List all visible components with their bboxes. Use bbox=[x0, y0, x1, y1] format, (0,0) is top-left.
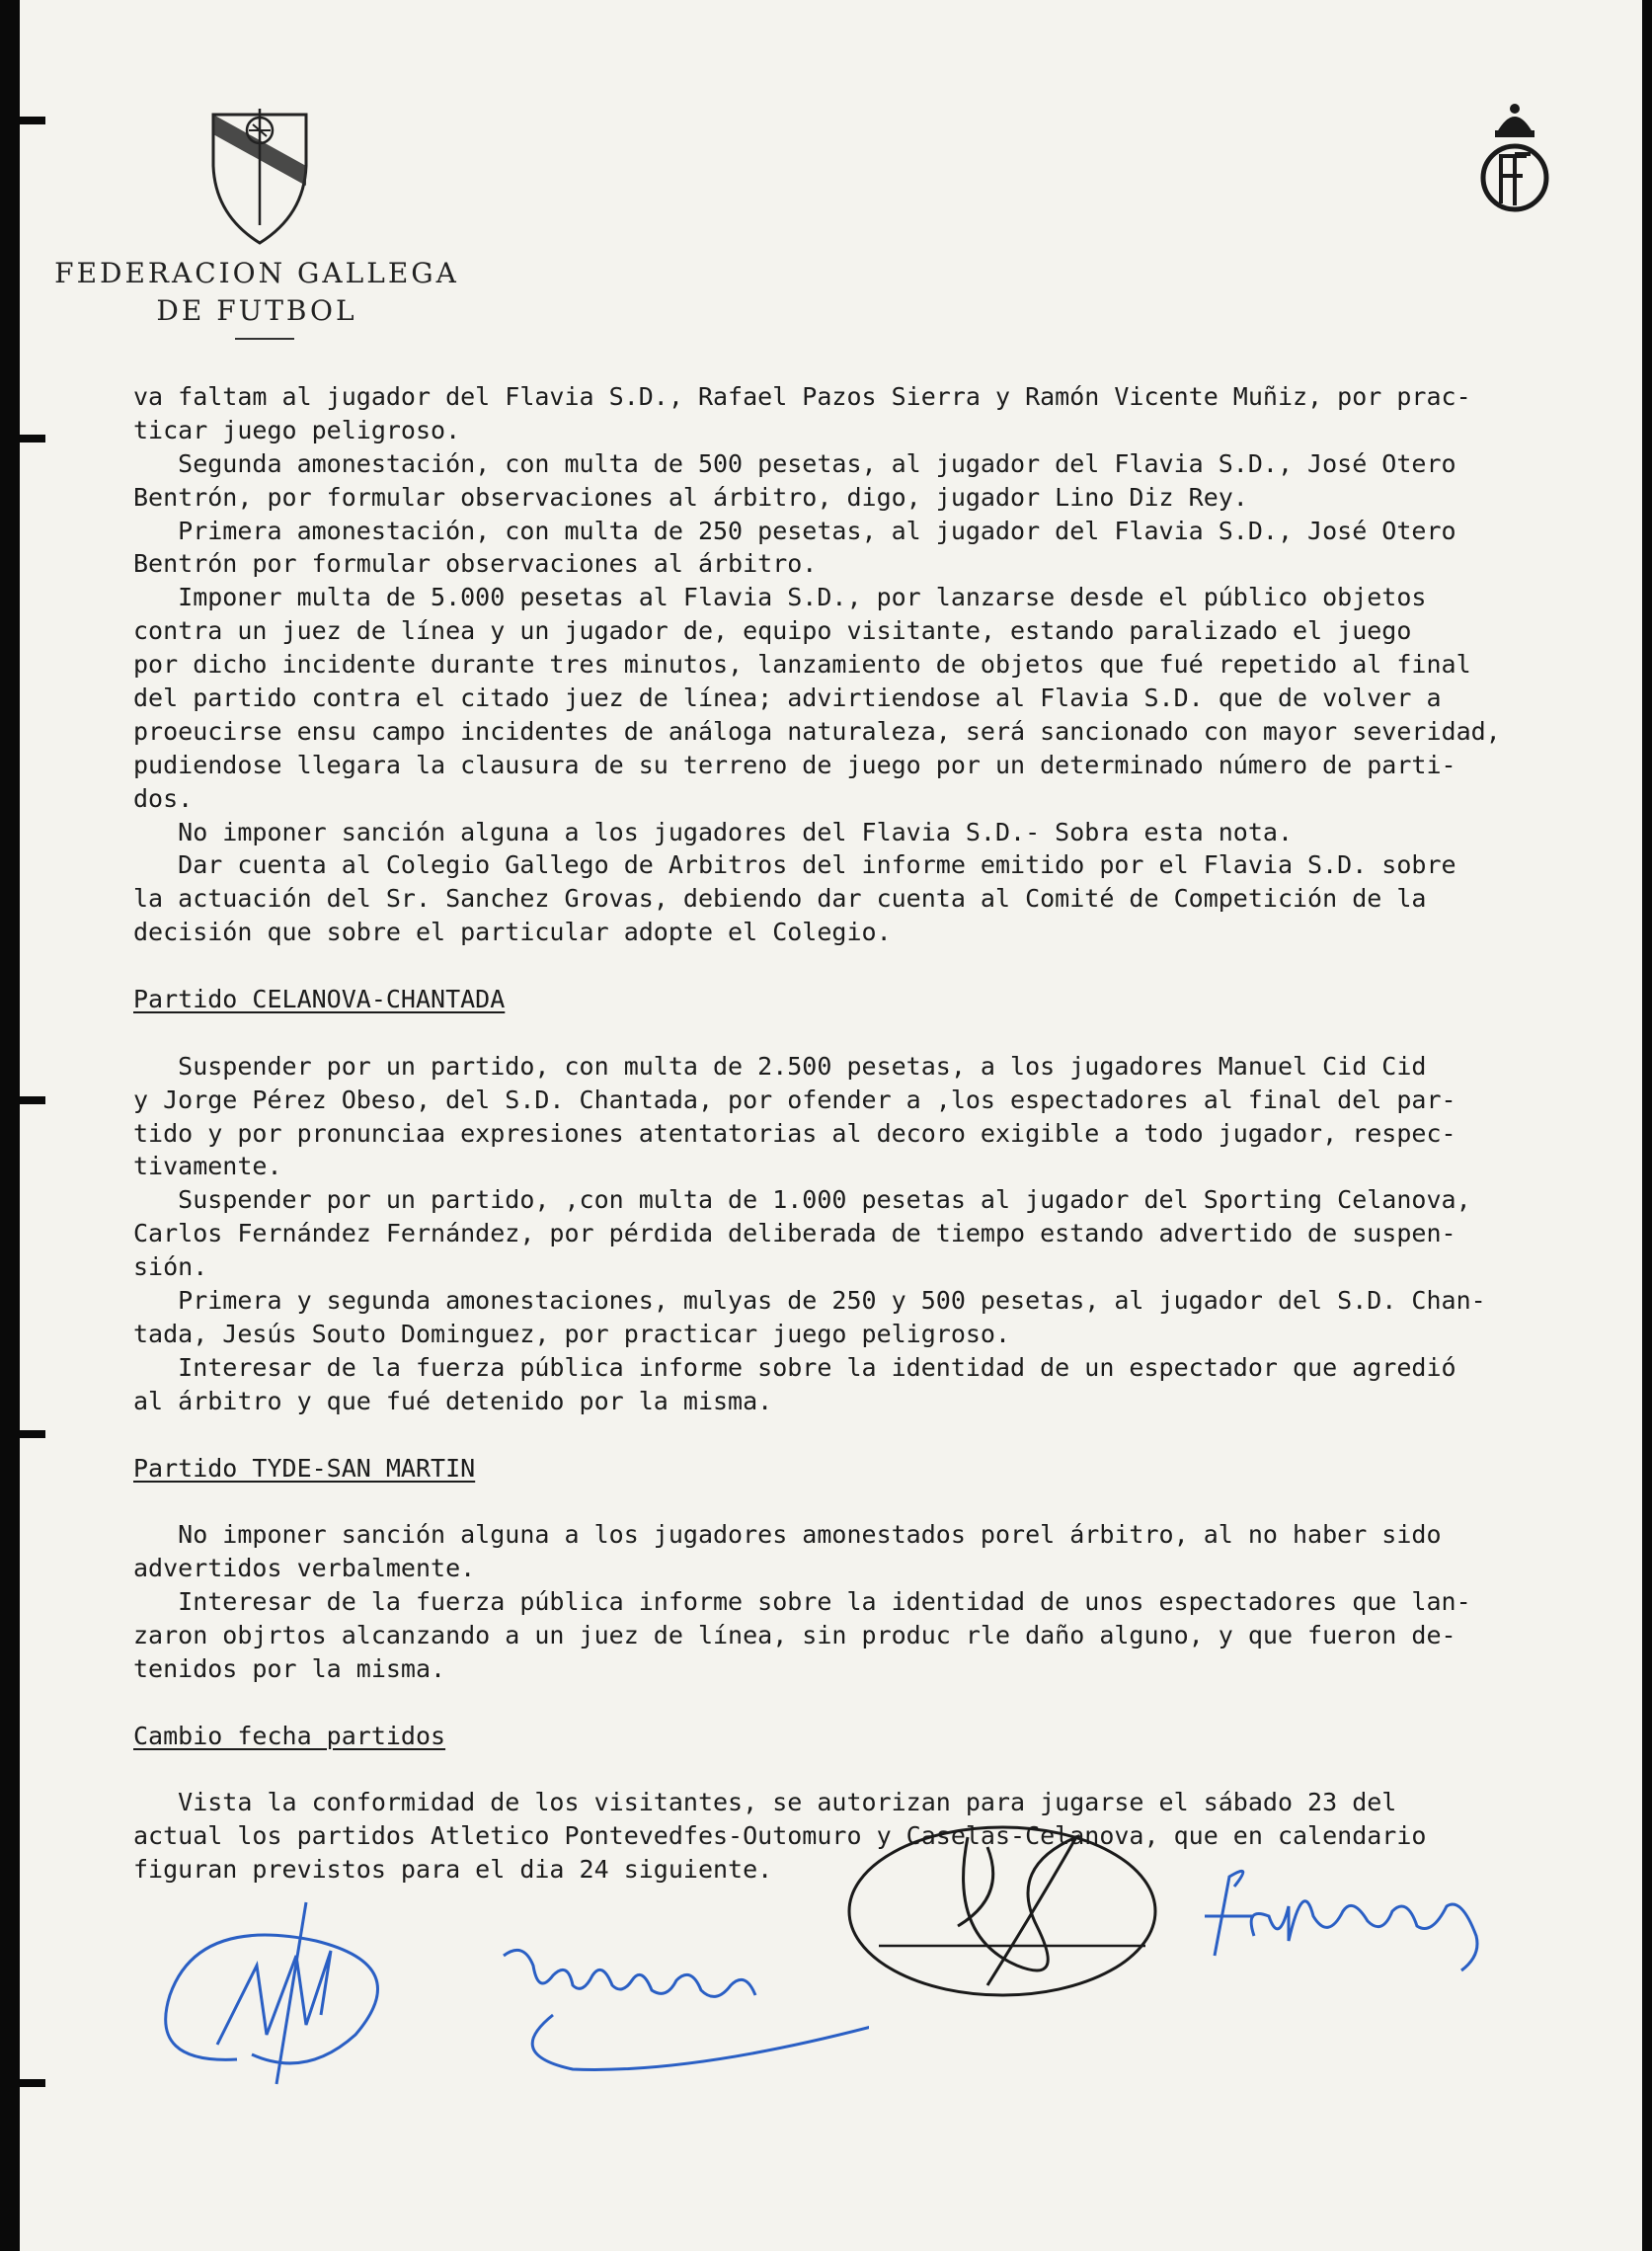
header-rule bbox=[235, 338, 294, 340]
text-line: tivamente. bbox=[133, 1152, 282, 1181]
heading-tyde-san-martin: Partido TYDE-SAN MARTIN bbox=[133, 1453, 476, 1483]
text-line: Suspender por un partido, con multa de 2.500 pesetas, a los jugadores Manuel Cid Cid bbox=[133, 1051, 1427, 1081]
text-line: ticar juego peligroso. bbox=[133, 415, 461, 444]
federation-name-line1: FEDERACION GALLEGA bbox=[54, 257, 459, 289]
binder-hole bbox=[20, 1430, 45, 1438]
text-line: Vista la conformidad de los visitantes, se autorizan para jugarse el sábado 23 del bbox=[133, 1788, 1397, 1817]
signature-4-icon bbox=[1195, 1857, 1491, 1975]
royal-spanish-federation-crest-icon bbox=[1475, 99, 1554, 223]
text-line: va faltam al jugador del Flavia S.D., Rafael Pazos Sierra y Ramón Vicente Muñiz, por prac- bbox=[133, 382, 1471, 411]
text-line: decisión que sobre el particular adopte el Colegio. bbox=[133, 918, 892, 947]
text-line: tido y por pronunciaa expresiones atentatorias al decoro exigible a todo jugador, respec- bbox=[133, 1118, 1456, 1148]
text-line: pudiendose llegara la clausura de su terreno de juego por un determinado número de parti- bbox=[133, 750, 1456, 779]
text-line: al árbitro y que fué detenido por la misma. bbox=[133, 1386, 773, 1415]
text-line: Suspender por un partido, ,con multa de 1.000 pesetas al jugador del Sporting Celanova, bbox=[133, 1185, 1471, 1215]
text-line: actual los partidos Atletico Pontevedfes-Outomuro y Caselas-Celanova, que en calendario bbox=[133, 1821, 1427, 1851]
text-line: tenidos por la misma. bbox=[133, 1653, 446, 1683]
binder-hole bbox=[20, 1096, 45, 1104]
text-line: No imponer sanción alguna a los jugadores amonestados porel árbitro, al no haber sido bbox=[133, 1520, 1442, 1550]
federation-name bbox=[39, 255, 474, 330]
text-line: Bentrón por formular observaciones al árbitro. bbox=[133, 549, 818, 579]
text-line: contra un juez de línea y un jugador de, equipo visitante, estando paralizado el juego bbox=[133, 616, 1412, 646]
binder-hole bbox=[20, 435, 45, 442]
text-line: zaron objrtos alcanzando a un juez de línea, sin produc rle daño alguno, y que fueron de- bbox=[133, 1620, 1456, 1649]
text-line: proeucirse ensu campo incidentes de análoga naturaleza, será sancionado con mayor severidad, bbox=[133, 716, 1501, 746]
text-line: por dicho incidente durante tres minutos, lanzamiento de objetos que fué repetido al final bbox=[133, 650, 1471, 680]
text-line: dos. bbox=[133, 783, 194, 813]
galician-federation-crest-icon bbox=[209, 107, 310, 247]
text-line: advertidos verbalmente. bbox=[133, 1554, 476, 1583]
resolution-text bbox=[133, 380, 1634, 1887]
text-line: Segunda amonestación, con multa de 500 pesetas, al jugador del Flavia S.D., José Otero bbox=[133, 448, 1456, 478]
signature-1-icon bbox=[158, 1896, 405, 2094]
signature-2-icon bbox=[494, 1936, 869, 2084]
heading-celanova-chantada: Partido CELANOVA-CHANTADA bbox=[133, 985, 506, 1014]
text-line: la actuación del Sr. Sanchez Grovas, debiendo dar cuenta al Comité de Competición de la bbox=[133, 884, 1427, 914]
text-line: Carlos Fernández Fernández, por pérdida deliberada de tiempo estando advertido de suspen- bbox=[133, 1219, 1456, 1248]
text-line: No imponer sanción alguna a los jugadores del Flavia S.D.- Sobra esta nota. bbox=[133, 817, 1293, 846]
text-line: figuran previstos para el dia 24 siguiente. bbox=[133, 1855, 773, 1885]
signature-3-icon bbox=[839, 1817, 1165, 2015]
text-line: Imponer multa de 5.000 pesetas al Flavia S.D., por lanzarse desde el público objetos bbox=[133, 583, 1427, 612]
text-line: tada, Jesús Souto Dominguez, por practicar juego peligroso. bbox=[133, 1319, 1011, 1348]
text-line: y Jorge Pérez Obeso, del S.D. Chantada, por ofender a ,los espectadores al final del par- bbox=[133, 1085, 1456, 1114]
text-line: sión. bbox=[133, 1252, 208, 1282]
text-line: Primera amonestación, con multa de 250 pesetas, al jugador del Flavia S.D., José Otero bbox=[133, 516, 1456, 545]
heading-cambio-fecha: Cambio fecha partidos bbox=[133, 1721, 446, 1750]
text-line: del partido contra el citado juez de línea; advirtiendose al Flavia S.D. que de volver a bbox=[133, 683, 1442, 713]
text-line: Interesar de la fuerza pública informe sobre la identidad de un espectador que agredió bbox=[133, 1352, 1456, 1382]
text-line: Primera y segunda amonestaciones, mulyas de 250 y 500 pesetas, al jugador del S.D. Chan- bbox=[133, 1286, 1486, 1316]
federation-name-line2: DE FUTBOL bbox=[156, 294, 357, 327]
binder-hole bbox=[20, 117, 45, 124]
text-line: Dar cuenta al Colegio Gallego de Arbitros del informe emitido por el Flavia S.D. sobre bbox=[133, 850, 1456, 880]
text-line: Interesar de la fuerza pública informe sobre la identidad de unos espectadores que lan- bbox=[133, 1587, 1471, 1617]
binder-hole bbox=[20, 2079, 45, 2087]
text-line: Bentrón, por formular observaciones al árbitro, digo, jugador Lino Diz Rey. bbox=[133, 482, 1248, 512]
